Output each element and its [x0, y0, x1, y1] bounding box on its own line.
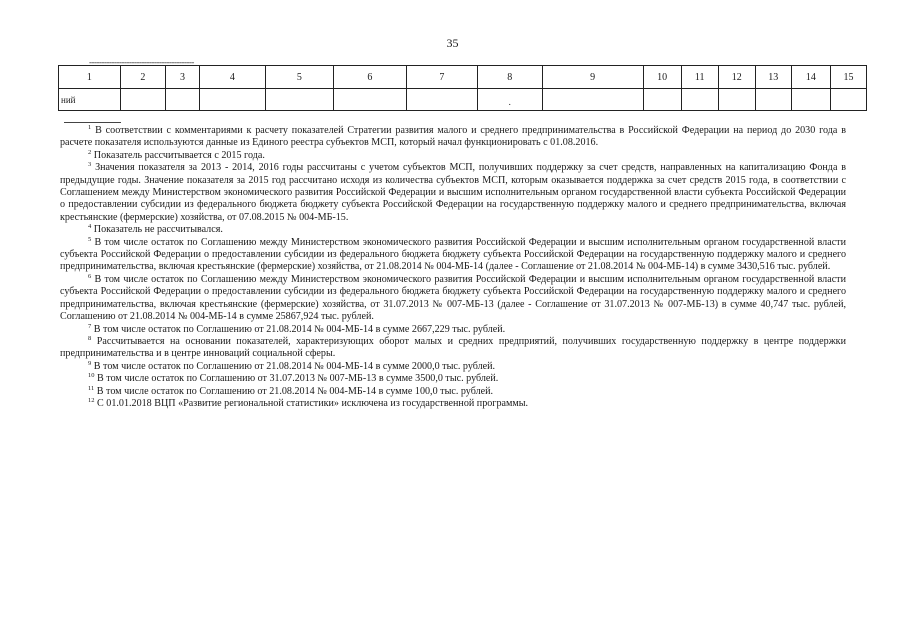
- page-number: 35: [446, 36, 459, 50]
- column-header: 11: [681, 66, 718, 89]
- column-header: 2: [120, 66, 165, 89]
- footnote-text: В том числе остаток по Соглашению между Министерством экономического развития Российской Федерации и высшим исполнительным органом государственной власти субъекта Российской Федерации о предоставлении субсидии из федерального бюджета бюджету субъекта Российской Федерации на государственную поддержку малого и среднего предпринимательства, включая крестьянские (фермерские) хозяйства, от 21.08.2014 № 004-МБ-14 (далее - Соглашение от 21.08.2014 № 004-МБ-14) в сумме 3430,516 тыс. рублей.: [60, 236, 846, 273]
- footnote: [60, 125, 846, 150]
- footnote-number: 3: [88, 161, 92, 169]
- table-cell: [199, 89, 265, 111]
- column-header: 15: [830, 66, 866, 89]
- footnote-text: Значения показателя за 2013 - 2014, 2016 годы рассчитаны с учетом субъектов МСП, получивших поддержку за счет средств, направленных на капитализацию Фонда в предыдущие годы. Значение показателя за 2015 год рассчитано исходя из количества субъектов МСП, которым оказывается поддержка за счет средств 2015 года, в соответствии с Соглашением между Министерством экономического развития Российской Федерации и высшим исполнительным органом государственной власти субъекта Российской Федерации о предоставлении субсидии из федерального бюджета бюджету субъекта Российской Федерации на государственную поддержку малого и среднего предпринимательства, включая крестьянские (фермерские) хозяйства, от 07.08.2015 № 004-МБ-15.: [60, 162, 846, 223]
- footnote: [60, 274, 846, 324]
- footnote-text: В том числе остаток по Соглашению от 31.07.2013 № 007-МБ-13 в сумме 3500,0 тыс. рублей.: [97, 373, 499, 385]
- footnote: [60, 324, 846, 336]
- footnote-text: В том числе остаток по Соглашению от 21.08.2014 № 004-МБ-14 в сумме 2000,0 тыс. рублей.: [93, 360, 496, 372]
- table-cell: [265, 89, 333, 111]
- column-header: 13: [755, 66, 791, 89]
- column-header: 3: [166, 66, 200, 89]
- footnote: [60, 162, 846, 224]
- table-cell: [791, 89, 830, 111]
- footnote: [60, 150, 846, 162]
- table-cell: [643, 89, 681, 111]
- table-cell: [681, 89, 718, 111]
- table-row: [59, 89, 867, 111]
- footnote-number: 4: [88, 223, 92, 231]
- column-header: 4: [199, 66, 265, 89]
- footnote: [60, 373, 846, 385]
- row-label: ний: [59, 89, 121, 111]
- footnote-number: 7: [88, 322, 92, 330]
- table-cell: [406, 89, 477, 111]
- footnote: [60, 224, 846, 236]
- column-header: 10: [643, 66, 681, 89]
- footnote-number: 6: [88, 272, 92, 280]
- footnote-number: 11: [88, 384, 95, 392]
- footnote-text: Показатель рассчитывается с 2015 года.: [93, 149, 265, 161]
- footnote: [60, 398, 846, 410]
- footnote-number: 9: [88, 359, 92, 367]
- column-header: 1: [59, 66, 121, 89]
- column-header: 6: [333, 66, 406, 89]
- table-cell: [542, 89, 643, 111]
- footnote-number: 2: [88, 148, 92, 156]
- footnote: [60, 361, 846, 373]
- footnote-text: В соответствии с комментариями к расчету показателей Стратегии развития малого и среднего предпринимательства в Российской Федерации на период до 2030 года в расчете показателя используются данные из Единого реестра субъектов МСП, который начал функционировать с 01.08.2016.: [60, 125, 846, 149]
- footnote-text: В том числе остаток по Соглашению от 21.08.2014 № 004-МБ-14 в сумме 2667,229 тыс. рублей.: [93, 323, 506, 335]
- footnote: [60, 237, 846, 274]
- footnote-text: В том числе остаток по Соглашению от 21.08.2014 № 004-МБ-14 в сумме 100,0 тыс. рублей.: [96, 385, 494, 397]
- column-header: 8: [477, 66, 542, 89]
- footnote: [60, 336, 846, 361]
- footnote-number: 10: [88, 372, 95, 380]
- column-header: 5: [265, 66, 333, 89]
- column-header: 14: [791, 66, 830, 89]
- footnote-text: Показатель не рассчитывался.: [93, 224, 223, 236]
- table-cell: [166, 89, 200, 111]
- footnote-divider: [64, 122, 121, 123]
- footnote-number: 12: [88, 396, 95, 404]
- footnote-number: 1: [88, 124, 92, 131]
- column-header: 12: [718, 66, 755, 89]
- table-cell: [477, 89, 542, 111]
- separator-line: ------------------------------------------: [89, 57, 194, 67]
- column-header: 9: [542, 66, 643, 89]
- column-header: 7: [406, 66, 477, 89]
- footnote: [60, 386, 846, 398]
- table-cell: [718, 89, 755, 111]
- table-header-row: [59, 66, 867, 89]
- footnotes-section: [60, 125, 846, 410]
- table-cell: [755, 89, 791, 111]
- table-cell: [333, 89, 406, 111]
- footnote-number: 5: [88, 235, 92, 243]
- footnote-number: 8: [88, 334, 92, 342]
- footnote-text: С 01.01.2018 ВЦП «Развитие региональной статистики» исключена из государственной программы.: [97, 397, 529, 409]
- table-cell: [120, 89, 165, 111]
- cell-mark: .: [508, 97, 511, 107]
- table-cell: [830, 89, 866, 111]
- footnote-text: Рассчитывается на основании показателей, характеризующих оборот малых и средних предприятий, получивших государственную поддержку в центре поддержки предпринимательства и в центре инноваций социальной сферы.: [60, 335, 846, 360]
- indicator-table: [58, 65, 867, 111]
- footnote-text: В том числе остаток по Соглашению между Министерством экономического развития Российской Федерации и высшим исполнительным органом государственной власти субъекта Российской Федерации о предоставлении субсидии из федерального бюджета бюджету субъекта Российской Федерации на государственную поддержку малого и среднего предпринимательства, включая крестьянские (фермерские) хозяйства, от 31.07.2013 № 007-МБ-13 (далее - Соглашение от 31.07.2013 № 007-МБ-13) в сумме 40,747 тыс. рублей, Соглашению от 21.08.2014 № 004-МБ-14 в сумме 25867,924 тыс. рублей.: [60, 273, 846, 323]
